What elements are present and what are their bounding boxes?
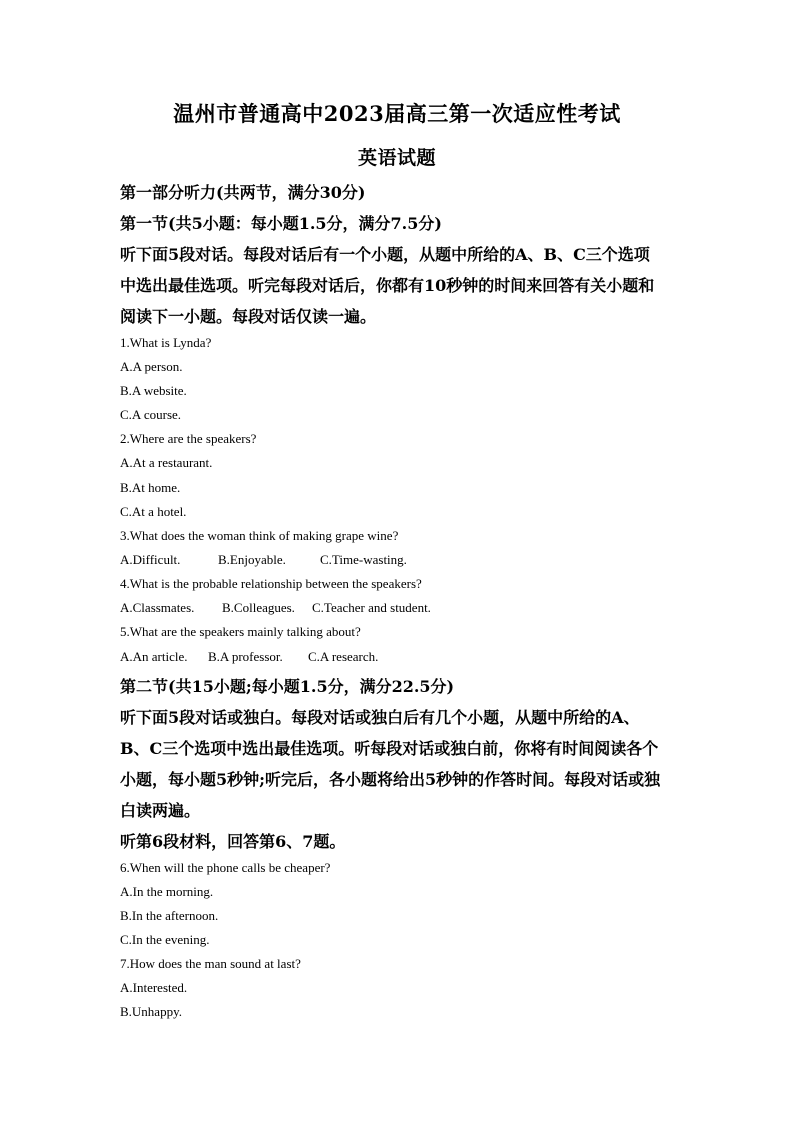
question-6: 6.When will the phone calls be cheaper? [120,860,331,875]
section2-instruction-line: 听下面5段对话或独白。每段对话或独白后有几个小题，从题中所给的A、 [120,708,640,727]
section2-instruction-line: 小题，每小题5秒钟;听完后，各小题将给出5秒钟的作答时间。每段对话或独 [120,770,661,789]
section1-heading: 第一节(共5小题：每小题1.5分，满分7.5分) [120,214,442,233]
section1-instruction-line: 阅读下一小题。每段对话仅读一遍。 [120,307,377,326]
question-6-option-a: A.In the morning. [120,884,214,899]
material-6-heading: 听第6段材料，回答第6、7题。 [120,832,346,851]
question-5-option-a: A.An article. [120,649,188,664]
question-1-option-c: C.A course. [120,407,182,422]
question-6-option-c: C.In the evening. [120,932,210,947]
question-4-option-a: A.Classmates. [120,600,195,615]
section1-instruction-line: 听下面5段对话。每段对话后有一个小题，从题中所给的A、B、C三个选项 [120,245,650,264]
question-2: 2.Where are the speakers? [120,431,257,446]
question-3-option-b: B.Enjoyable. [218,552,286,567]
question-6-option-b: B.In the afternoon. [120,908,219,923]
question-2-option-c: C.At a hotel. [120,504,187,519]
question-4: 4.What is the probable relationship between the speakers? [120,576,422,591]
question-3-options [0,552,794,568]
question-1: 1.What is Lynda? [120,335,212,350]
question-4-option-c: C.Teacher and student. [312,600,431,615]
question-7-option-a: A.Interested. [120,980,188,995]
exam-subtitle: 英语试题 [357,147,436,169]
question-2-option-b: B.At home. [120,480,181,495]
question-5-options [0,649,794,665]
question-3-option-a: A.Difficult. [120,552,181,567]
section2-heading: 第二节(共15小题;每小题1.5分，满分22.5分) [120,677,455,696]
section2-instruction-line: 白读两遍。 [120,801,201,820]
section2-instruction-line: B、C三个选项中选出最佳选项。听每段对话或独白前，你将有时间阅读各个 [120,739,659,758]
question-5: 5.What are the speakers mainly talking about? [120,624,361,639]
question-1-option-b: B.A website. [120,383,187,398]
question-7: 7.How does the man sound at last? [120,956,301,971]
question-1-option-a: A.A person. [120,359,183,374]
question-4-option-b: B.Colleagues. [222,600,295,615]
question-2-option-a: A.At a restaurant. [120,455,213,470]
question-5-option-b: B.A professor. [208,649,283,664]
question-3-option-c: C.Time-wasting. [320,552,407,567]
exam-title: 温州市普通高中2023届高三第一次适应性考试 [173,101,621,126]
section1-instruction-line: 中选出最佳选项。听完每段对话后，你都有10秒钟的时间来回答有关小题和 [120,276,655,295]
question-3: 3.What does the woman think of making grape wine? [120,528,399,543]
question-4-options [0,600,794,616]
question-7-option-b: B.Unhappy. [120,1004,182,1019]
part1-heading: 第一部分听力(共两节，满分30分) [120,183,366,202]
question-5-option-c: C.A research. [308,649,379,664]
